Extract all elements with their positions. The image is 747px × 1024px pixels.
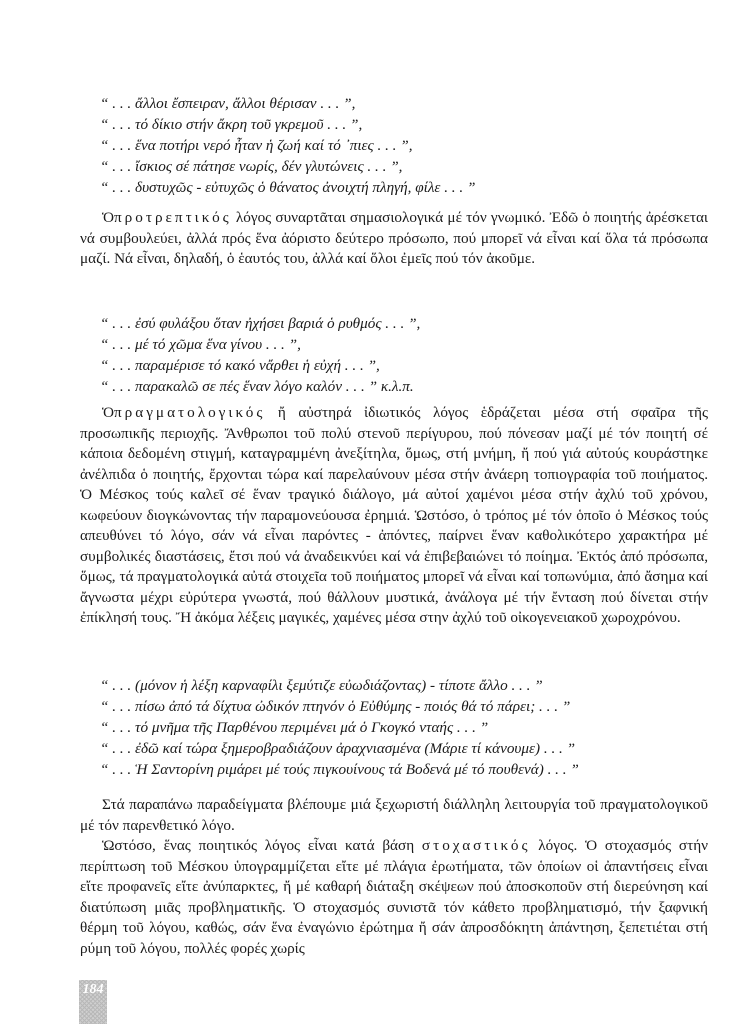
quote-line: “ . . . τό μνῆμα τῆς Παρθένου περιμένει μά ὁ Γκογκό νταής . . . ” [100,719,489,736]
quote-block-3 [100,675,579,780]
quote-line: “ . . . ἐσύ φυλάξου ὅταν ἠχήσει βαριά ὁ ρυθμός . . . ”, [100,315,421,332]
quote-line: “ . . . ἄλλοι ἔσπειραν, ἄλλοι θέρισαν . . . ”, [100,95,356,112]
paragraph-lead: Ὁ [102,404,115,421]
term-highlight: προτρεπτικός [114,209,232,226]
quote-line: “ . . . ἕνα ποτήρι νερό ἦταν ἡ ζωή καί τό ᾽πιες . . . ”, [100,137,413,154]
term-highlight: στοχαστικός [421,837,531,854]
paragraph-lead: Ὁ [102,209,115,226]
paragraph-text: λόγος συναρτᾶται σημασιολογικά μέ τόν γνωμικό. Ἐδῶ ὁ ποιητής ἀρέσκεται νά συμβουλεύει, ἀλλά πρός ἕνα ἀόριστο δεύτερο πρόσωπο, πού μπορεῖ νά εἶναι καί ὅλα τά πρόσωπα μαζί. Νά εἶναι, δηλαδή, ὁ ἑαυτός του, ἀλλά καί ὅλοι ἐμεῖς πού τόν ἀκοῦμε. [80,209,708,267]
quote-line: “ . . . πίσω ἀπό τά δίχτυα ὠδικόν πτηνόν ὁ Εὐθύμης - ποιός θά τό πάρει; . . . ” [100,698,571,715]
paragraph-examples [80,795,708,959]
quote-line: “ . . . μέ τό χῶμα ἕνα γίνου . . . ”, [100,336,301,353]
quote-line: “ . . . δυστυχῶς - εὐτυχῶς ὁ θάνατος ἀνοιχτή πληγή, φίλε . . . ” [100,179,476,196]
quote-line: “ . . . (μόνον ἡ λέξη καρναφίλι ξεμύτιζε εὐωδιάζοντας) - τίποτε ἄλλο . . . ” [100,677,543,694]
paragraph-text: ἤ αὐστηρά ἰδιωτικός λόγος ἑδράζεται μέσα στή σφαῖρα τῆς προσωπικῆς περιοχῆς. Ἄνθρωποι τοῦ πολύ στενοῦ περίγυρου, πού πόνεσαν μαζί μέ τόν ποιητή σέ κάποια δεδομένη στιγμή, καταγραμμένη ἀνεξίτηλα, ὅμως, στή μνήμη, ἤ πού γιά αὐτούς κουράστηκε ἀνέλπιδα ὁ ποιητής, ἔρχονται τώρα καί παρελαύνουν μέσα στήν ἀνάερη τοπιογραφία τοῦ ποιήματος. Ὁ Μέσκος τούς καλεῖ σέ ἕναν τραγικό διάλογο, μά αὐτοί χαμένοι μέσα στήν ἀχλύ τοῦ χρόνου, κωφεύουν διογκώνοντας τήν παραμονεύουσα ἐρημιά. Ὡστόσο, ὁ τρόπος μέ τόν ὁποῖο ὁ Μέσκος τούς απευθύνει τό λόγο, σάν νά εἶναι παρόντες - ἀπόντες, παίρνει ἕναν καθολικότερο χαρακτήρα μέ συμβολικές διαστάσεις, ἔτσι πού νά ἀναδεικνύει καί νά ἐπιβεβαιώνει τό ποίημα. Ἐκτός ἀπό πρόσωπα, ὅμως, τά πραγματολογικά αὐτά στοιχεῖα τοῦ ποιήματος μπορεῖ νά εἶναι καί τοπωνύμια, ἀπό ἄσημα καί ἄγνωστα μέχρι εὐρύτερα γνωστά, πού θάλλουν μυστικά, ἀνάλογα μέ τήν ἔνταση πού δίνεται στήν ἐπίκλησή τους. Ἤ ἀκόμα λέξεις μαγικές, χαμένες μέσα στην ἀχλύ τοῦ οἰκογενειακοῦ χωροχρόνου. [80,404,708,626]
paragraph-text: Στά παραπάνω παραδείγματα βλέπουμε μιά ξεχωριστή διάλληλη λειτουργία τοῦ πραγματολογικοῦ μέ τόν παρενθετικό λόγο. [80,796,708,834]
term-highlight: πραγματολογικός [114,404,266,421]
quote-line: “ . . . ἐδῶ καί τώρα ξημεροβραδιάζουν ἀραχνιασμένα (Μάριε τί κάνουμε) . . . ” [100,740,576,757]
quote-line: “ . . . τό δίκιο στήν ἄκρη τοῦ γκρεμοῦ . . . ”, [100,116,363,133]
paragraph-pragmatological [80,403,708,629]
paragraph-lead: Ὡστόσο, ἕνας ποιητικός λόγος εἶναι κατά βάση [102,837,422,854]
page-number: 184 [79,980,107,1024]
quote-block-2 [100,313,420,397]
quote-block-1 [100,93,475,198]
paragraph-protreptic [80,208,708,270]
quote-line: “ . . . παρακαλῶ σε πές ἕναν λόγο καλόν . . . ” κ.λ.π. [100,378,414,395]
quote-line: “ . . . Ἡ Σαντορίνη ριμάρει μέ τούς πιγκουίνους τά Βοδενά μέ τό πουθενά) . . . ” [100,761,579,778]
paragraph-text: λόγος. Ὁ στοχασμός στήν περίπτωση τοῦ Μέσκου ὑπογραμμίζεται εἴτε μέ πλάγια ἐρωτήματα, τῶν ὁποίων οἱ ἀπαντήσεις εἶναι εἴτε προφανεῖς εἴτε ἀνύπαρκτες, ἤ μέ καθαρή διάταξη σκέψεων πού ἀποσκοποῦν στή διερεύνηση καί διατύπωση μιᾶς προβληματικῆς. Ὁ στοχασμός συνιστᾶ τόν κάθετο προβληματισμό, τήν ξαφνική θέρμη τοῦ λόγου, καθώς, σάν ἕνα ἐναγώνιο ἐρώτημα ἤ σάν ἀπροσδόκητη ἀπάντηση, ξεπετιέται στή ρύμη τοῦ λόγου, πολλές φορές χωρίς [80,837,708,957]
quote-line: “ . . . παραμέρισε τό κακό νἄρθει ἡ εὐχή . . . ”, [100,357,380,374]
quote-line: “ . . . ἴσκιος σέ πάτησε νωρίς, δέν γλυτώνεις . . . ”, [100,158,403,175]
